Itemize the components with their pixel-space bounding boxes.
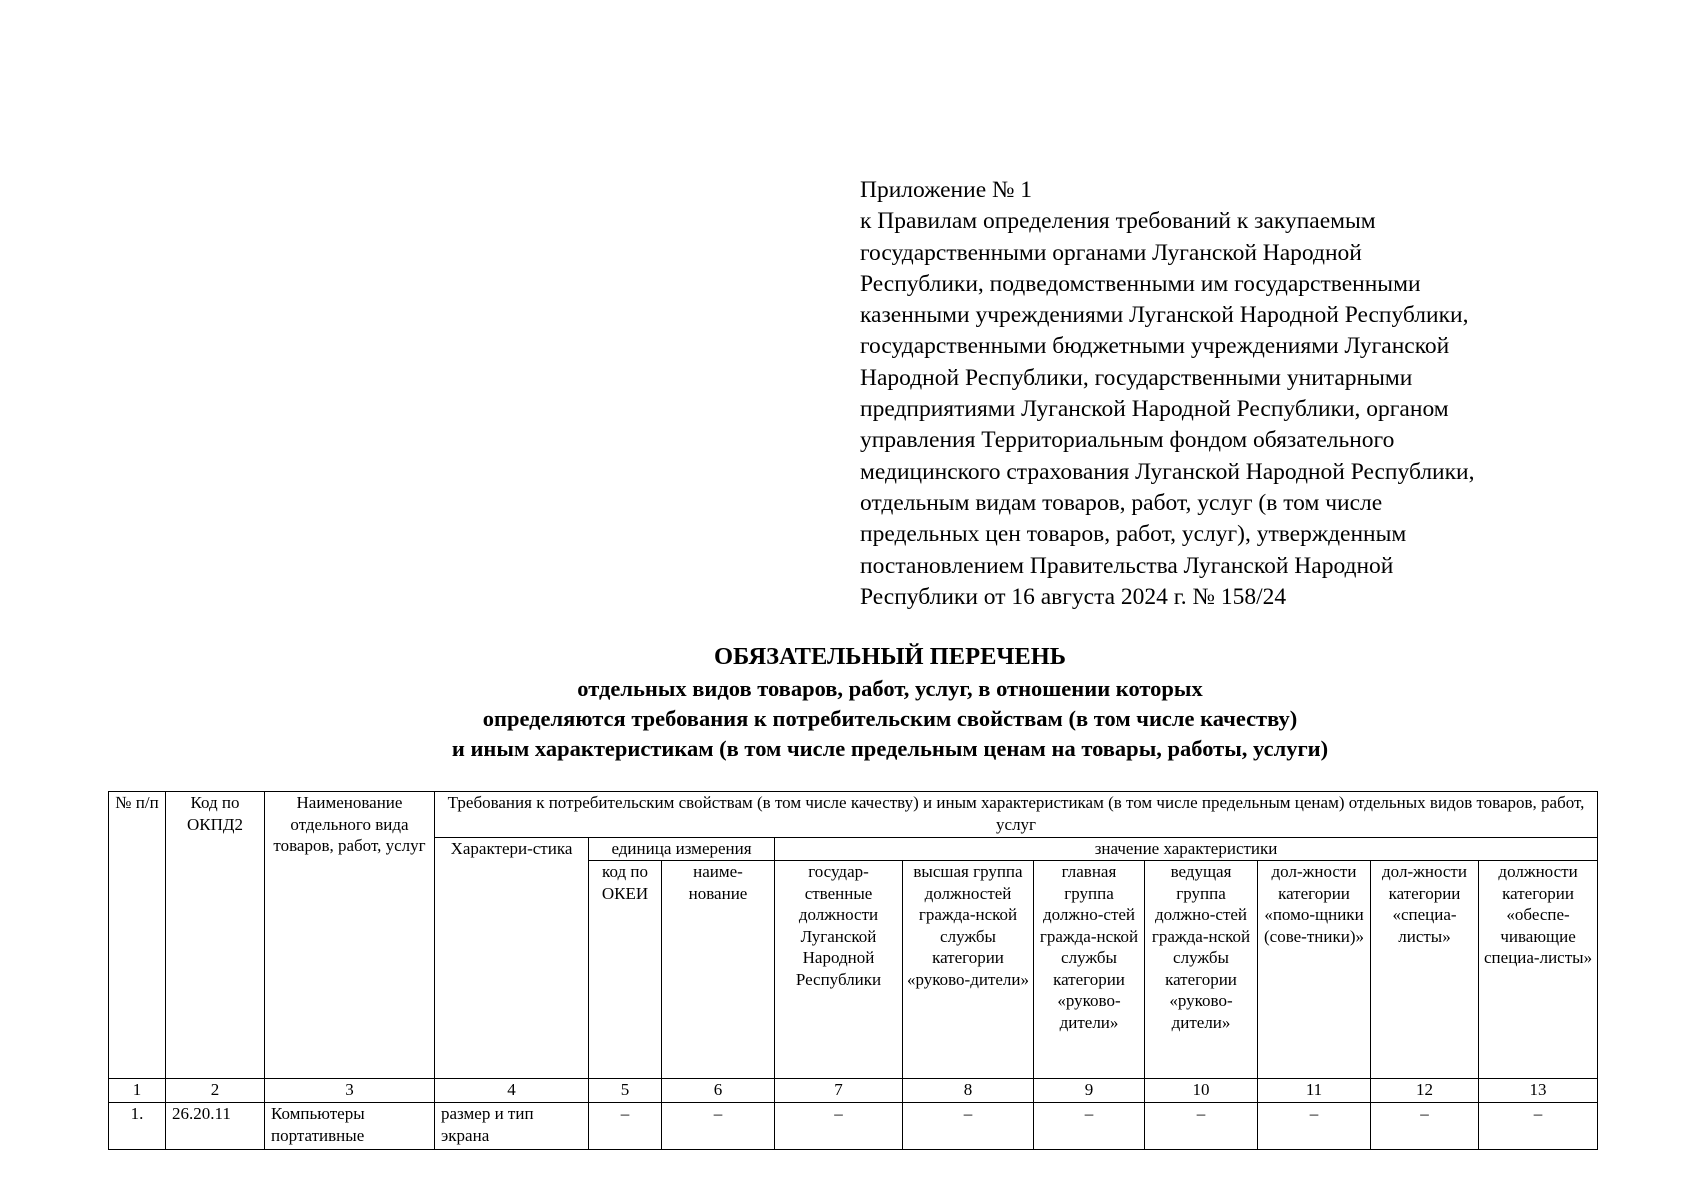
header-col7: государ-ственные должности Луганской Народной Республики: [775, 861, 903, 1079]
column-number: 6: [662, 1079, 775, 1103]
title-main: ОБЯЗАТЕЛЬНЫЙ ПЕРЕЧЕНЬ: [714, 643, 1066, 670]
header-col8: высшая группа должностей гражда-нской службы категории «руково-дители»: [903, 861, 1034, 1079]
column-number-row: [109, 1079, 1598, 1103]
column-number: 10: [1145, 1079, 1258, 1103]
appendix-line: предельных цен товаров, работ, услуг), утвержденным: [860, 521, 1407, 548]
column-number: 2: [166, 1079, 265, 1103]
header-col12: дол-жности категории «специа-листы»: [1371, 861, 1479, 1079]
requirements-table: [108, 791, 1598, 1150]
row-value: –: [1145, 1103, 1258, 1150]
appendix-line: Приложение № 1: [860, 177, 1033, 203]
column-number: 8: [903, 1079, 1034, 1103]
appendix-line: Народной Республики, государственными унитарными: [860, 364, 1413, 391]
row-value: –: [1034, 1103, 1145, 1150]
column-number: 7: [775, 1079, 903, 1103]
title-sub-line: и иным характеристикам (в том числе предельным ценам на товары, работы, услуги): [451, 736, 1329, 761]
column-number: 5: [589, 1079, 662, 1103]
header-num: № п/п: [109, 792, 166, 1079]
column-number: 3: [265, 1079, 435, 1103]
header-name: Наименование отдельного вида товаров, работ, услуг: [265, 792, 435, 1079]
column-number: 13: [1479, 1079, 1598, 1103]
table-row: [109, 1103, 1598, 1150]
column-number: 12: [1371, 1079, 1479, 1103]
appendix-line: государственными органами Луганской Народной: [860, 239, 1362, 266]
appendix-line: Республики, подведомственными им государственными: [860, 270, 1421, 297]
appendix-line: предприятиями Луганской Народной Республики, органом: [860, 396, 1449, 423]
row-num: 1.: [109, 1103, 166, 1150]
row-name: Компьютеры портативные: [265, 1103, 435, 1150]
header-okpd: Код по ОКПД2: [166, 792, 265, 1079]
row-value: –: [1479, 1103, 1598, 1150]
header-col11: дол-жности категории «помо-щники (сове-тники)»: [1258, 861, 1371, 1079]
header-requirements: Требования к потребительским свойствам (в том числе качеству) и иным характеристикам (в том числе предельным ценам) отдельных видов товаров, работ, услуг: [435, 792, 1598, 838]
row-value: –: [903, 1103, 1034, 1150]
appendix-line: отдельным видам товаров, работ, услуг (в том числе: [860, 489, 1383, 516]
title-sub-line: отдельных видов товаров, работ, услуг, в отношении которых: [577, 676, 1203, 701]
header-okei: код по ОКЕИ: [589, 861, 662, 1079]
column-number: 9: [1034, 1079, 1145, 1103]
row-value: –: [1371, 1103, 1479, 1150]
column-number: 11: [1258, 1079, 1371, 1103]
appendix-line: медицинского страхования Луганской Народной Республики,: [860, 458, 1475, 485]
header-col9: главная группа должно-стей гражда-нской службы категории «руково-дители»: [1034, 861, 1145, 1079]
column-number: 1: [109, 1079, 166, 1103]
row-value: –: [589, 1103, 662, 1150]
appendix-line: Республики от 16 августа 2024 г. № 158/24: [860, 583, 1287, 610]
appendix-line: управления Территориальным фондом обязательного: [860, 427, 1395, 454]
row-characteristic: размер и тип экрана: [435, 1103, 589, 1150]
appendix-line: к Правилам определения требований к закупаемым: [860, 208, 1376, 235]
row-value: –: [775, 1103, 903, 1150]
appendix-line: постановлением Правительства Луганской Народной: [860, 552, 1394, 579]
row-value: –: [1258, 1103, 1371, 1150]
column-number: 4: [435, 1079, 589, 1103]
appendix-line: казенными учреждениями Луганской Народной Республики,: [860, 302, 1469, 329]
document-title: [0, 640, 1697, 764]
appendix-block: [860, 175, 1660, 613]
header-unit: единица измерения: [589, 838, 775, 861]
header-value: значение характеристики: [775, 838, 1598, 861]
row-value: –: [662, 1103, 775, 1150]
header-unit-name: наиме-нование: [662, 861, 775, 1079]
title-sub-line: определяются требования к потребительским свойствам (в том числе качеству): [482, 706, 1298, 731]
header-characteristic: Характери-стика: [435, 838, 589, 1079]
row-okpd: 26.20.11: [166, 1103, 265, 1150]
header-col10: ведущая группа должно-стей гражда-нской службы категории «руково-дители»: [1145, 861, 1258, 1079]
header-col13: должности категории «обеспе-чивающие специа-листы»: [1479, 861, 1598, 1079]
appendix-line: государственными бюджетными учреждениями Луганской: [860, 333, 1450, 360]
